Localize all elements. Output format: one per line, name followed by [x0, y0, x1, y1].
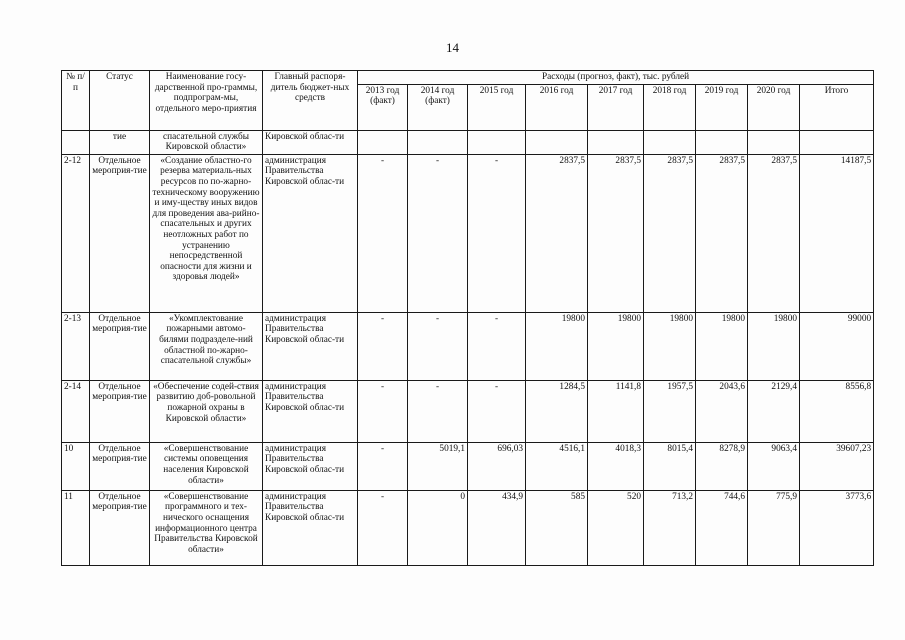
header-row — [62, 71, 874, 85]
header-status: Статус — [90, 71, 150, 131]
row-admin: администрация Правительства Кировской облас-ти — [263, 442, 358, 490]
row-value: 2837,5 — [526, 154, 588, 312]
header-year: 2017 год — [588, 84, 644, 130]
header-year: 2016 год — [526, 84, 588, 130]
row-value — [588, 130, 644, 154]
row-value: - — [358, 380, 408, 442]
row-total: 8556,8 — [800, 380, 874, 442]
row-value: 2837,5 — [696, 154, 748, 312]
header-year: 2019 год — [696, 84, 748, 130]
row-admin: администрация Правительства Кировской облас-ти — [263, 380, 358, 442]
header-name: Наименование госу-дарственной про-граммы, подпрограм-мы, отдельного меро-приятия — [150, 71, 263, 131]
header-year: 2018 год — [644, 84, 696, 130]
row-value: 775,9 — [748, 490, 800, 565]
row-status: Отдельное мероприя-тие — [90, 442, 150, 490]
table-row — [62, 154, 874, 312]
row-value: 2129,4 — [748, 380, 800, 442]
row-value: 2837,5 — [588, 154, 644, 312]
row-value: - — [358, 490, 408, 565]
row-value: 0 — [408, 490, 468, 565]
row-value: 4018,3 — [588, 442, 644, 490]
table-row — [62, 442, 874, 490]
row-value — [748, 130, 800, 154]
row-number: 2-14 — [62, 380, 90, 442]
row-value: - — [408, 312, 468, 380]
row-value — [526, 130, 588, 154]
page-number: 14 — [446, 40, 459, 55]
table-row — [62, 380, 874, 442]
row-total: 3773,6 — [800, 490, 874, 565]
header-expenses: Расходы (прогноз, факт), тыс. рублей — [358, 71, 874, 85]
row-value: 520 — [588, 490, 644, 565]
row-value: 585 — [526, 490, 588, 565]
row-value: - — [358, 312, 408, 380]
row-status: тие — [90, 130, 150, 154]
header-admin: Главный распоря-дитель бюджет-ных средств — [263, 71, 358, 131]
row-value — [358, 130, 408, 154]
row-value: 434,9 — [468, 490, 526, 565]
header-no: № п/п — [62, 71, 90, 131]
row-value — [408, 130, 468, 154]
table-row — [62, 490, 874, 565]
row-value: 4516,1 — [526, 442, 588, 490]
row-number: 2-12 — [62, 154, 90, 312]
row-value — [696, 130, 748, 154]
header-year: 2013 год (факт) — [358, 84, 408, 130]
row-value — [644, 130, 696, 154]
row-value — [468, 130, 526, 154]
row-admin: администрация Правительства Кировской облас-ти — [263, 154, 358, 312]
row-value: 2837,5 — [644, 154, 696, 312]
row-status: Отдельное мероприя-тие — [90, 154, 150, 312]
row-value: 713,2 — [644, 490, 696, 565]
row-status: Отдельное мероприя-тие — [90, 490, 150, 565]
row-name: «Совершенствование программного и тех-нического оснащения информационного центра Правительства Кировской области» — [150, 490, 263, 565]
row-value: 8278,9 — [696, 442, 748, 490]
row-total: 39607,23 — [800, 442, 874, 490]
row-value: 9063,4 — [748, 442, 800, 490]
row-admin: администрация Правительства Кировской облас-ти — [263, 312, 358, 380]
row-name: спасательной службы Кировской области» — [150, 130, 263, 154]
header-year: 2015 год — [468, 84, 526, 130]
table-row — [62, 130, 874, 154]
row-number: 10 — [62, 442, 90, 490]
row-value: - — [408, 380, 468, 442]
row-value: - — [358, 442, 408, 490]
row-total — [800, 130, 874, 154]
row-number: 11 — [62, 490, 90, 565]
row-value: - — [468, 312, 526, 380]
row-total: 99000 — [800, 312, 874, 380]
row-name: «Обеспечение содей-ствия развитию доб-ровольной пожарной охраны в Кировской области» — [150, 380, 263, 442]
row-value: 19800 — [748, 312, 800, 380]
row-name: «Совершенствование системы оповещения населения Кировской области» — [150, 442, 263, 490]
row-value: 8015,4 — [644, 442, 696, 490]
expenses-table — [61, 70, 874, 566]
row-value: - — [358, 154, 408, 312]
row-value: 2043,6 — [696, 380, 748, 442]
row-value: 744,6 — [696, 490, 748, 565]
header-total: Итого — [800, 84, 874, 130]
row-value: 5019,1 — [408, 442, 468, 490]
table-row — [62, 312, 874, 380]
row-value: 1141,8 — [588, 380, 644, 442]
row-value: - — [468, 154, 526, 312]
row-number: 2-13 — [62, 312, 90, 380]
row-value: 1957,5 — [644, 380, 696, 442]
header-year: 2020 год — [748, 84, 800, 130]
row-status: Отдельное мероприя-тие — [90, 380, 150, 442]
row-name: «Создание областно-го резерва материаль-ных ресурсов по по-жарно-техническому вооружению и иму-ществу иных видов для проведения ава-рийно-спасательных и других неотложных работ по устранению непосредственной опасности для жизни и здоровья людей» — [150, 154, 263, 312]
row-admin: Кировской облас-ти — [263, 130, 358, 154]
row-value: 1284,5 — [526, 380, 588, 442]
row-value: - — [468, 380, 526, 442]
row-number — [62, 130, 90, 154]
row-value: 19800 — [588, 312, 644, 380]
row-status: Отдельное мероприя-тие — [90, 312, 150, 380]
row-total: 14187,5 — [800, 154, 874, 312]
row-value: 19800 — [526, 312, 588, 380]
row-name: «Укомплектование пожарными автомо-билями подразделе-ний областной по-жарно-спасательной службы» — [150, 312, 263, 380]
row-admin: администрация Правительства Кировской облас-ти — [263, 490, 358, 565]
row-value: 2837,5 — [748, 154, 800, 312]
row-value: 696,03 — [468, 442, 526, 490]
row-value: 19800 — [644, 312, 696, 380]
row-value: - — [408, 154, 468, 312]
row-value: 19800 — [696, 312, 748, 380]
header-year: 2014 год (факт) — [408, 84, 468, 130]
